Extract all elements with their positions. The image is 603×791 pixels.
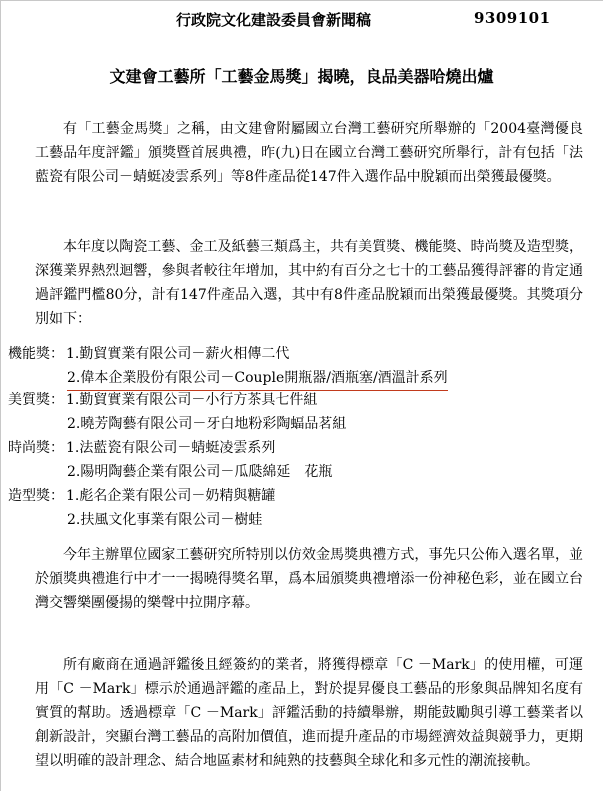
award-category: 機能獎： (8, 346, 64, 362)
release-number: 9309101 (474, 9, 551, 27)
award-entry-highlighted: 2.偉本企業股份有限公司－Couple開瓶器/酒瓶塞/酒溫計系列 (67, 367, 448, 391)
award-entry: 2.陽明陶藝企業有限公司－瓜瓞綿延 花瓶 (67, 464, 333, 480)
award-entry: 1.勤貿實業有限公司－薪火相傳二代 (66, 346, 290, 362)
page-border-top (0, 0, 603, 1)
award-entry: 1.勤貿實業有限公司－小行方茶具七件組 (66, 392, 318, 408)
page-border-left (0, 0, 1, 791)
award-category: 時尚獎： (8, 440, 64, 456)
document-title: 文建會工藝所「工藝金馬獎」揭曉，良品美器哈燒出爐 (109, 67, 494, 86)
issuing-organization: 行政院文化建設委員會新聞稿 (176, 11, 372, 29)
award-entry: 1.法藍瓷有限公司－蜻蜓凌雲系列 (66, 440, 276, 456)
award-category: 美質獎： (8, 392, 64, 408)
award-entry: 2.扶風文化事業有限公司－樹蛙 (67, 512, 263, 528)
categories-paragraph: 本年度以陶瓷工藝、金工及紙藝三類爲主，共有美質獎、機能獎、時尚獎及造型獎，深獲業界熱烈迴響，參與者較往年增加，其中約有百分之七十的工藝品獲得評審的肯定通過評鑑門檻80分，計有147件產品入選，其中有8件產品脫穎而出榮獲最優獎。其獎項分別如下： (35, 239, 583, 327)
award-entry: 2.曉芳陶藝有限公司－牙白地粉彩陶蝠品茗組 (67, 416, 347, 432)
cmark-paragraph: 所有廠商在通過評鑑後且經簽約的業者，將獲得標章「C －Mark」的使用權，可運用「C －Mark」標示於通過評鑑的產品上，對於提昇優良工藝品的形象與品牌知名度有實質的幫助。透過標章「C －Mark」評鑑活動的持續舉辦，期能鼓勵與引導工藝業者以創新設計，突顯台灣工藝品的高附加價值，進而提升產品的市場經濟效益與競爭力，更期望以明確的設計理念、結合地區素材和純熟的技藝與全球化和多元性的潮流接軌。 (35, 657, 583, 769)
ceremony-paragraph: 今年主辦單位國家工藝研究所特別以仿效金馬獎典禮方式，事先只公佈入選名單，並於頒獎典禮進行中才一一揭曉得獎名單，爲本屆頒獎典禮增添一份神秘色彩，並在國立台灣交響樂團優揚的樂聲中拉開序幕。 (35, 547, 583, 611)
press-release-header (0, 9, 603, 31)
award-entry: 1.彪名企業有限公司－奶精與糖罐 (66, 488, 276, 504)
intro-paragraph: 有「工藝金馬獎」之稱，由文建會附屬國立台灣工藝研究所舉辦的「2004臺灣優良工藝品年度評鑑」頒獎暨首展典禮，昨(九)日在國立台灣工藝研究所舉行，計有包括「法藍瓷有限公司－蜻蜓凌雲系列」等8件產品從147件入選作品中脫穎而出榮獲最優獎。 (35, 121, 583, 185)
award-category: 造型獎： (8, 488, 64, 504)
